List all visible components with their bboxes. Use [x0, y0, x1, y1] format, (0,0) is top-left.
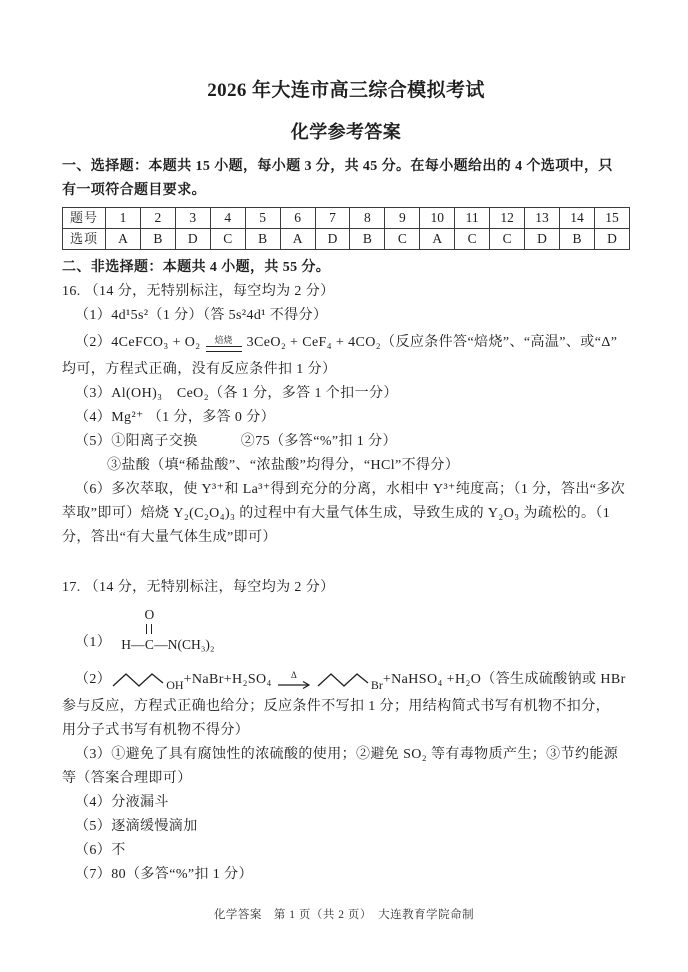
double-equals-icon — [206, 346, 242, 352]
q17-answer-2-equation — [62, 665, 630, 695]
question-number-cell: 10 — [420, 208, 455, 229]
q16-title: 16. （14 分，无特别标注，每空均为 2 分） — [62, 284, 335, 299]
bromo-label: Br — [370, 678, 383, 692]
question-number-cell: 11 — [455, 208, 490, 229]
atom-o: O — [144, 607, 155, 622]
q16-answer-5-line2: ③盐酸（填“稀盐酸”、“浓盐酸”均得分，“HCl”不得分） — [107, 458, 460, 473]
answer-cell: C — [385, 229, 420, 250]
equation-left-side: （2）4CeFCO₃ + O₂ — [75, 335, 201, 350]
atom-c: C — [144, 637, 154, 652]
section-spacer — [62, 550, 630, 576]
item-label: （1） — [75, 635, 112, 650]
condition-text: 焙烧 — [214, 334, 233, 345]
answer-cell: D — [594, 229, 629, 250]
q17-answer-4: （4）分液漏斗 — [75, 795, 169, 810]
zigzag-chain-icon — [111, 668, 165, 690]
answer-cell: B — [559, 229, 594, 250]
question-number-cell: 9 — [385, 208, 420, 229]
answer-cell: A — [106, 229, 141, 250]
reagents-text: +NaBr+H₂SO₄ — [183, 672, 272, 687]
answer-cell: C — [210, 229, 245, 250]
answer-cell: D — [175, 229, 210, 250]
q17-answer-5: （5）逐滴缓慢滴加 — [75, 819, 198, 834]
single-bond: — — [154, 637, 168, 652]
q17-answer-3-line1: （3）①避免了具有腐蚀性的浓硫酸的使用；②避免 SO₂ 等有毒物质产生；③节约能源 — [75, 747, 619, 762]
single-bond: — — [130, 637, 145, 652]
answer-table — [62, 207, 630, 250]
q17-answer-3-line2: 等（答案合理即可） — [62, 771, 192, 786]
section1-heading-line1: 一、选择题：本题共 15 小题，每小题 3 分，共 45 分。在每小题给出的 4 个选项中，只 — [62, 159, 613, 174]
question-number-cell: 1 — [106, 208, 141, 229]
question-number-cell: 15 — [594, 208, 629, 229]
question-number-cell: 2 — [140, 208, 175, 229]
answer-cell: B — [140, 229, 175, 250]
reaction-condition-over-equals — [206, 335, 242, 352]
table-row-answers — [63, 229, 630, 250]
q16-answer-4: （4）Mg²⁺ （1 分，多答 0 分） — [75, 410, 276, 425]
section2-heading: 二、非选择题：本题共 4 小题，共 55 分。 — [62, 260, 331, 275]
q17-answer-2-note-line2: 用分子式书写有机物不得分） — [62, 723, 250, 738]
q16-answer-2-equation — [62, 328, 630, 358]
q17-answer-7: （7）80（多答“%”扣 1 分） — [75, 867, 253, 882]
answer-cell: C — [455, 229, 490, 250]
item-label: （2） — [75, 672, 112, 687]
question-number-cell: 5 — [245, 208, 280, 229]
zigzag-chain-icon — [316, 668, 370, 690]
dimethylamino-group: N(CH₃)₂ — [167, 637, 215, 652]
answer-cell: C — [490, 229, 525, 250]
answer-cell: A — [420, 229, 455, 250]
row-header-question-number: 题号 — [63, 208, 106, 229]
question-number-cell: 12 — [490, 208, 525, 229]
q16-answer-2-note: 均可，方程式正确，没有反应条件扣 1 分） — [62, 362, 337, 377]
page-footer: 化学答案 第 1 页（共 2 页） 大连教育学院命制 — [213, 909, 475, 921]
page-subtitle: 化学参考答案 — [290, 122, 402, 142]
delta-condition: Δ — [290, 669, 297, 680]
q17-answer-6: （6）不 — [75, 843, 126, 858]
q16-answer-6-line2: 萃取”即可）焙烧 Y₂(C₂O₄)₃ 的过程中有大量气体生成，导致生成的 Y₂O₃ 为疏松的。（1 — [62, 506, 611, 521]
atom-h: H — [121, 637, 131, 652]
hydroxyl-label: OH — [166, 678, 184, 692]
answer-cell: A — [280, 229, 315, 250]
q16-answer-1: （1）4d¹5s²（1 分）（答 5s²4d¹ 不得分） — [75, 308, 328, 323]
answer-cell: D — [315, 229, 350, 250]
products-text: +NaHSO₄ +H₂O（答生成硫酸钠或 HBr — [382, 672, 626, 687]
q16-answer-6-line3: 分，答出“有大量气体生成”即可） — [62, 530, 277, 545]
page-title: 2026 年大连市高三综合模拟考试 — [207, 80, 485, 101]
question-number-cell: 3 — [175, 208, 210, 229]
answer-cell: B — [245, 229, 280, 250]
equation-right-side: 3CeO₂ + CeF₄ + 4CO₂（反应条件答“焙烧”、“高温”、或“Δ” — [246, 335, 618, 350]
q16-answer-3: （3）Al(OH)₃ CeO₂（各 1 分，多答 1 个扣一分） — [75, 386, 398, 401]
question-number-cell: 13 — [525, 208, 560, 229]
question-number-cell: 7 — [315, 208, 350, 229]
table-row-question-numbers — [63, 208, 630, 229]
q16-answer-5-line1: （5）①阳离子交换 ②75（多答“%”扣 1 分） — [75, 434, 397, 449]
bromobutane-skeletal-formula — [316, 668, 383, 692]
section1-heading-line2: 有一项符合题目要求。 — [62, 183, 206, 198]
double-bond-icon — [146, 624, 152, 634]
structure-center-group — [144, 608, 154, 653]
row-header-option: 选项 — [63, 229, 106, 250]
q17-answer-1 — [62, 608, 630, 653]
q16-answer-6-line1: （6）多次萃取，使 Y³⁺和 La³⁺得到充分的分离，水相中 Y³⁺纯度高；（1 分，答出“多次 — [75, 482, 626, 497]
question-number-cell: 8 — [350, 208, 385, 229]
reaction-arrow-with-delta — [277, 671, 311, 690]
answer-cell: D — [525, 229, 560, 250]
structure-right-group — [154, 636, 214, 653]
right-arrow-icon — [277, 680, 311, 690]
q17-answer-2-note-line1: 参与反应，方程式正确也给分；反应条件不写扣 1 分；用结构简式书写有机物不扣分， — [62, 699, 610, 714]
q17-title: 17. （14 分，无特别标注，每空均为 2 分） — [62, 580, 335, 595]
dmf-structural-formula — [121, 608, 214, 653]
butanol-skeletal-formula — [111, 668, 183, 692]
answer-cell: B — [350, 229, 385, 250]
question-number-cell: 6 — [280, 208, 315, 229]
structure-left-group — [121, 636, 144, 653]
question-number-cell: 4 — [210, 208, 245, 229]
question-number-cell: 14 — [559, 208, 594, 229]
